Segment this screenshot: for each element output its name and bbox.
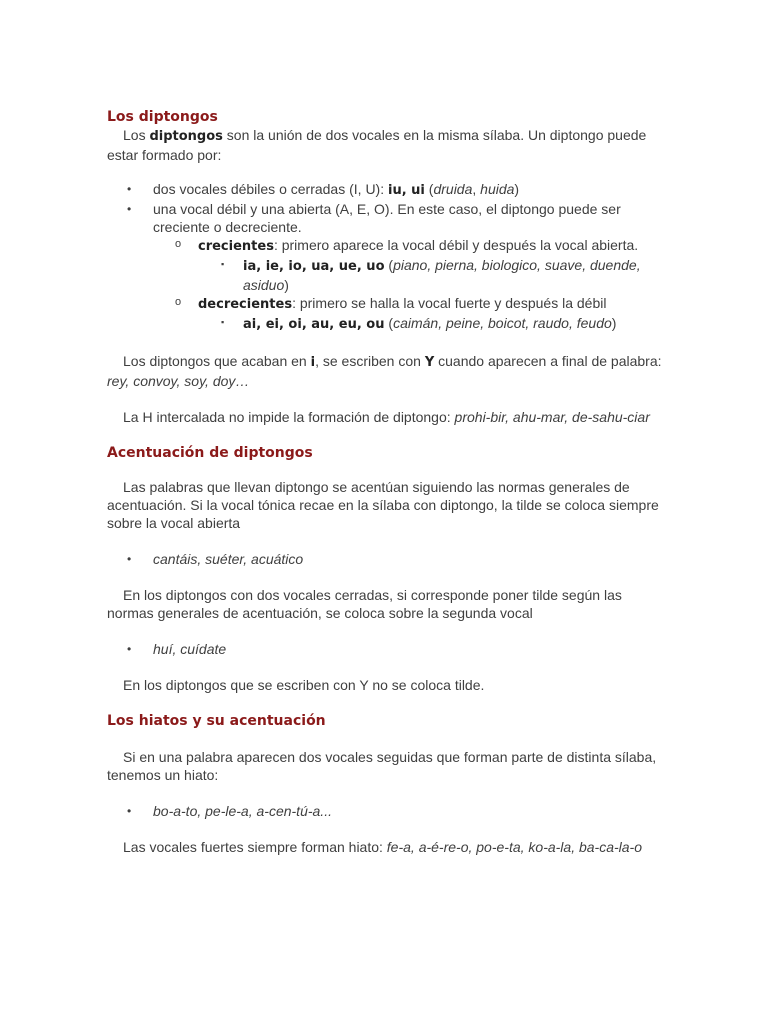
sub-sublist (198, 256, 663, 294)
paren: ( (384, 257, 394, 273)
diptongo-types-list (107, 180, 663, 334)
sublist (153, 236, 663, 334)
term-description: : primero se halla la vocal fuerte y después la débil (292, 295, 607, 311)
list-item (107, 180, 663, 200)
acentuacion-paragraph-1: Las palabras que llevan diptongo se acentúan siguiendo las normas generales de acentuación. Si la vocal tónica recae en la sílaba con diptongo, la tilde se coloca siempre sobre la vocal abierta (107, 479, 659, 531)
list-item (107, 802, 663, 820)
paren: ) (514, 181, 520, 197)
example-list (107, 802, 663, 820)
example-words: fe-a, a-é-re-o, po-e-ta, ko-a-la, ba-ca-la-o (386, 839, 643, 855)
example-bold: ai, ei, oi, au, eu, ou (243, 317, 385, 332)
text: cuando aparecen a final de palabra: (434, 353, 662, 369)
acentuacion-paragraph-2: En los diptongos con dos vocales cerradas, si corresponde poner tilde según las normas generales de acentuación, se coloca sobre la segunda vocal (107, 587, 622, 621)
intro-paragraph (107, 126, 663, 164)
example-list (107, 640, 663, 658)
paren: ( (384, 315, 394, 331)
bold-letter: Y (424, 355, 435, 370)
example-item (198, 256, 663, 294)
example-words: rey, convoy, soy, doy… (107, 373, 250, 389)
comma: , (472, 181, 481, 197)
example-item (198, 314, 663, 334)
example-words: piano, pierna, biologico, suave, duende, asiduo (243, 257, 641, 293)
text: , se escriben con (315, 353, 425, 369)
y-rule-paragraph (107, 352, 663, 390)
example-words: prohi-bir, ahu-mar, de-sahu-ciar (454, 409, 650, 425)
sub-sublist (198, 314, 663, 334)
text: La H intercalada no impide la formación de diptongo: (123, 409, 455, 425)
hiatos-paragraph-1: Si en una palabra aparecen dos vocales seguidas que forman parte de distinta sílaba, tenemos un hiato: (107, 749, 657, 783)
section-title-hiatos: Los hiatos y su acentuación (107, 713, 326, 729)
paren: ( (424, 181, 434, 197)
sublist-item-crecientes (153, 236, 663, 294)
example-words: bo-a-to, pe-le-a, a-cen-tú-a... (153, 803, 332, 819)
term-description: : primero aparece la vocal débil y después la vocal abierta. (273, 237, 639, 253)
list-item (107, 550, 663, 568)
list-item-bold: iu, ui (388, 183, 425, 198)
document-page (107, 108, 663, 856)
hiatos-paragraph-2 (107, 838, 663, 856)
list-item-text: dos vocales débiles o cerradas (I, U): (153, 181, 388, 197)
h-rule-paragraph (107, 408, 663, 426)
bold-letter: i (310, 355, 316, 370)
example-words: huí, cuídate (153, 641, 227, 657)
list-item (107, 640, 663, 658)
example-words: caimán, peine, boicot, raudo, feudo (393, 315, 612, 331)
example-bold: ia, ie, io, ua, ue, uo (243, 259, 385, 274)
term-decrecientes: decrecientes (198, 297, 293, 312)
section-title-acentuacion: Acentuación de diptongos (107, 445, 313, 461)
text: Los diptongos que acaban en (123, 353, 311, 369)
example-word: huida (480, 181, 515, 197)
list-item-text: una vocal débil y una abierta (A, E, O). En este caso, el diptongo puede ser creciente o decreciente. (153, 201, 621, 235)
sublist-item-decrecientes (153, 294, 663, 334)
term-crecientes: crecientes (198, 239, 274, 254)
intro-text: Los (123, 127, 150, 143)
intro-bold-term: diptongos (149, 129, 223, 144)
acentuacion-paragraph-3: En los diptongos que se escriben con Y no se coloca tilde. (123, 677, 485, 693)
paren: ) (611, 315, 617, 331)
section-title-diptongos: Los diptongos (107, 109, 218, 125)
intro-text-rest: son la unión de dos vocales en la misma sílaba. Un diptongo puede estar formado por: (107, 127, 647, 163)
paren: ) (284, 277, 289, 293)
list-item (107, 200, 663, 334)
example-word: druida (433, 181, 473, 197)
example-words: cantáis, suéter, acuático (153, 551, 304, 567)
example-list (107, 550, 663, 568)
text: Las vocales fuertes siempre forman hiato: (123, 839, 387, 855)
